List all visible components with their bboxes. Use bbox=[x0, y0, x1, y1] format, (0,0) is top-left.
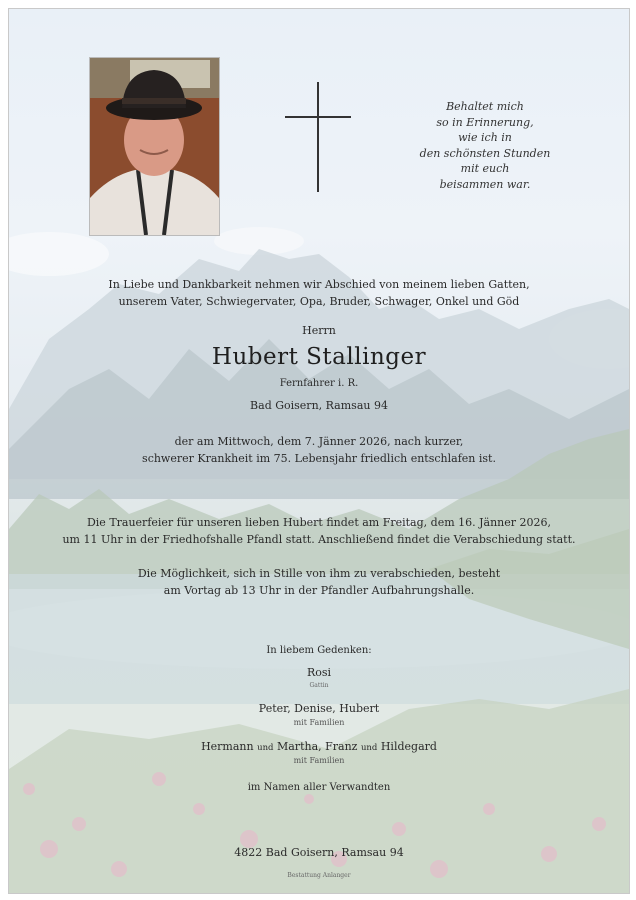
intro-line-1: In Liebe und Dankbarkeit nehmen wir Abschied von meinem lieben Gatten, bbox=[108, 278, 530, 291]
death-line-2: schwerer Krankheit im 75. Lebensjahr friedlich entschlafen ist. bbox=[142, 452, 496, 465]
quote-line: mit euch bbox=[460, 162, 510, 175]
relatives-line: im Namen aller Verwandten bbox=[247, 782, 391, 793]
undertaker-name: Bestattung Anlanger bbox=[287, 872, 351, 879]
children-names: Peter, Denise, Hubert bbox=[258, 702, 380, 715]
deceased-address: Bad Goisern, Ramsau 94 bbox=[250, 399, 388, 412]
and-word: und bbox=[360, 743, 378, 753]
siblings-names bbox=[9, 738, 629, 757]
obituary-card bbox=[8, 8, 630, 894]
children-suffix: mit Familien bbox=[293, 718, 345, 727]
quote-line: den schönsten Stunden bbox=[419, 146, 551, 160]
siblings-suffix: mit Familien bbox=[293, 756, 345, 765]
footer-address: 4822 Bad Goisern, Ramsau 94 bbox=[234, 846, 404, 859]
quote-line: so in Erinnerung, bbox=[436, 115, 534, 129]
spouse-name: Rosi bbox=[306, 666, 332, 679]
funeral-line-2: um 11 Uhr in der Friedhofshalle Pfandl statt. Anschließend findet die Verabschiedung statt. bbox=[62, 533, 576, 546]
funeral-line-1: Die Trauerfeier für unseren lieben Hubert findet am Freitag, dem 16. Jänner 2026, bbox=[86, 516, 552, 529]
death-line-1: der am Mittwoch, dem 7. Jänner 2026, nach kurzer, bbox=[174, 435, 464, 448]
portrait-photo bbox=[89, 57, 220, 236]
farewell-line-2: am Vortag ab 13 Uhr in der Pfandler Aufbahrungshalle. bbox=[163, 584, 475, 597]
cross-symbol bbox=[285, 82, 351, 192]
intro-line-2: unserem Vater, Schwiegervater, Opa, Bruder, Schwager, Onkel und Göd bbox=[118, 295, 520, 308]
deceased-name: Hubert Stallinger bbox=[211, 344, 427, 370]
sibling-name: Martha, Franz bbox=[276, 740, 358, 753]
intro-text bbox=[9, 276, 629, 310]
occupation: Fernfahrer i. R. bbox=[279, 378, 359, 389]
sibling-name: Hermann bbox=[201, 740, 254, 753]
and-word: und bbox=[257, 743, 274, 753]
mourners-heading: In liebem Gedenken: bbox=[266, 645, 372, 656]
quote-line: Behaltet mich bbox=[446, 100, 524, 113]
salutation: Herrn bbox=[302, 324, 336, 337]
farewell-notice bbox=[9, 565, 629, 599]
quote-line: beisammen war. bbox=[439, 177, 531, 191]
funeral-notice bbox=[9, 514, 629, 548]
death-notice bbox=[9, 433, 629, 467]
spouse-role: Gattin bbox=[309, 682, 329, 689]
farewell-line-1: Die Möglichkeit, sich in Stille von ihm zu verabschieden, besteht bbox=[137, 567, 501, 580]
memorial-quote bbox=[405, 99, 565, 192]
sibling-name: Hildegard bbox=[380, 740, 437, 753]
quote-line: wie ich in bbox=[458, 131, 512, 144]
